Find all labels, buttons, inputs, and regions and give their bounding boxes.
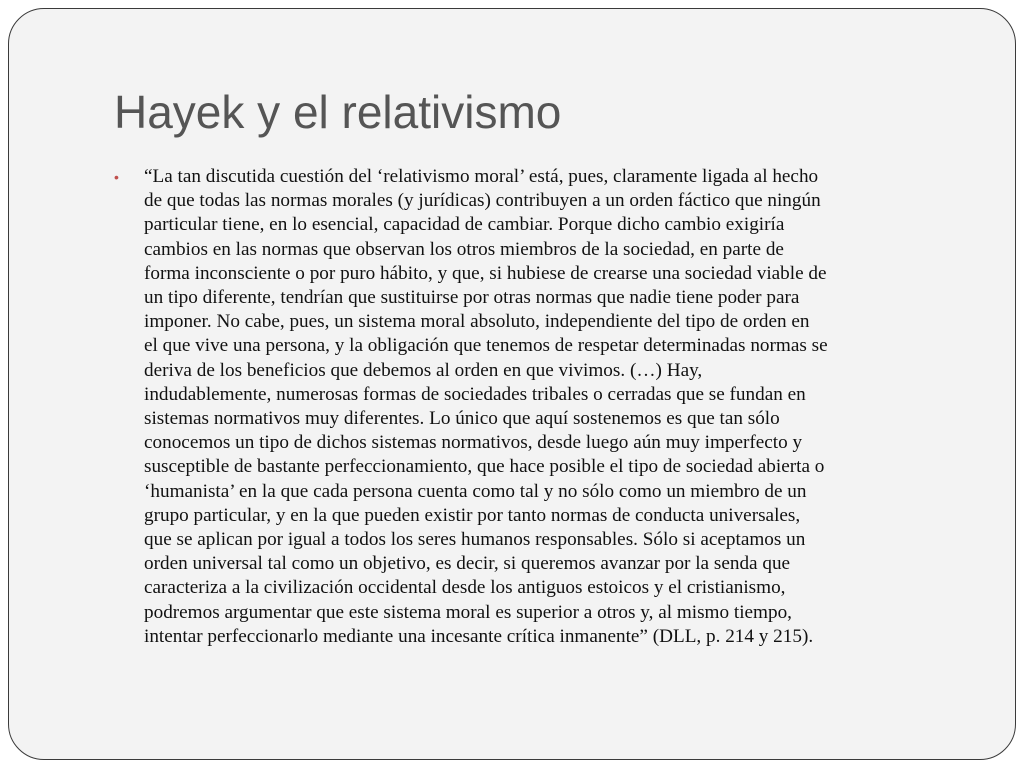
quote-line: el que vive una persona, y la obligación que tenemos de respetar determinadas normas se bbox=[144, 335, 828, 357]
slide-title: Hayek y el relativismo bbox=[114, 86, 562, 138]
quote-line: grupo particular, y en la que pueden existir por tanto normas de conducta universales, bbox=[144, 504, 801, 526]
quote-line: indudablemente, numerosas formas de sociedades tribales o cerradas que se fundan en bbox=[144, 383, 806, 405]
quote-line: podremos argumentar que este sistema moral es superior a otros y, al mismo tiempo, bbox=[144, 601, 792, 623]
quote-line: sistemas normativos muy diferentes. Lo único que aquí sostenemos es que tan sólo bbox=[144, 408, 780, 430]
quote-line: “La tan discutida cuestión del ‘relativismo moral’ está, pues, claramente ligada al hecho bbox=[144, 166, 819, 187]
bullet-marker-icon: • bbox=[114, 169, 119, 185]
quote-line: particular tiene, en lo esencial, capacidad de cambiar. Porque dicho cambio exigiría bbox=[144, 214, 785, 236]
quote-line: cambios en las normas que observan los otros miembros de la sociedad, en parte de bbox=[144, 238, 784, 260]
quote-line: conocemos un tipo de dichos sistemas normativos, desde luego aún muy imperfecto y bbox=[144, 432, 803, 454]
quote-line: de que todas las normas morales (y jurídicas) contribuyen a un orden fáctico que ningún bbox=[144, 190, 821, 212]
quote-text bbox=[144, 165, 974, 649]
quote-line: que se aplican por igual a todos los seres humanos responsables. Sólo si aceptamos un bbox=[144, 529, 806, 551]
quote-line: forma inconsciente o por puro hábito, y que, si hubiese de crearse una sociedad viable de bbox=[144, 262, 827, 284]
quote-line: orden universal tal como un objetivo, es decir, si queremos avanzar por la senda que bbox=[144, 553, 791, 575]
quote-line: imponer. No cabe, pues, un sistema moral absoluto, independiente del tipo de orden en bbox=[144, 311, 810, 333]
quote-line: un tipo diferente, tendrían que sustituirse por otras normas que nadie tiene poder para bbox=[144, 287, 800, 309]
bullet-item bbox=[114, 165, 974, 649]
quote-line: deriva de los beneficios que debemos al orden en que vivimos. (…) Hay, bbox=[144, 359, 703, 381]
quote-line: ‘humanista’ en la que cada persona cuenta como tal y no sólo como un miembro de un bbox=[144, 480, 807, 502]
quote-line: caracteriza a la civilización occidental desde los antiguos estoicos y el cristianismo, bbox=[144, 577, 786, 599]
quote-line: susceptible de bastante perfeccionamiento, que hace posible el tipo de sociedad abierta o bbox=[144, 456, 825, 478]
quote-line: intentar perfeccionarlo mediante una incesante crítica inmanente” (DLL, p. 214 y 215). bbox=[144, 625, 814, 647]
